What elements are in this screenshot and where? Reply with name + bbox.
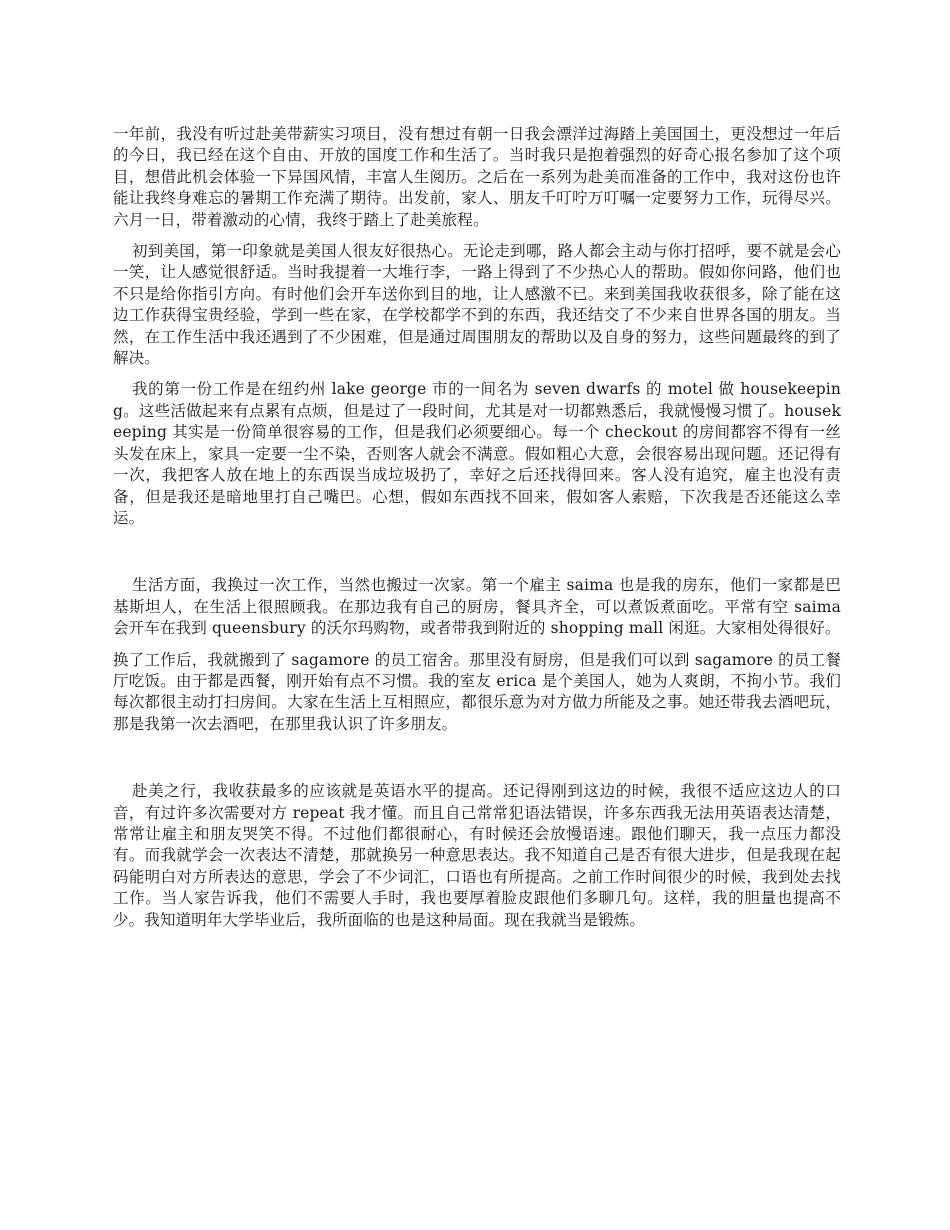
paragraph-first-impression: 初到美国，第一印象就是美国人很友好很热心。无论走到哪，路人都会主动与你打招呼，要不就是会心一笑，让人感觉很舒适。当时我提着一大堆行李，一路上得到了不少热心人的帮助。假如你问路，他们也不只是给你指引方向。有时他们会开车送你到目的地，让人感激不已。来到美国我收获很多，除了能在这边工作获得宝贵经验，学到一些在家，在学校都学不到的东西，我还结交了不少来自世界各国的朋友。当然，在工作生活中我还遇到了不少困难，但是通过周围朋友的帮助以及自身的努力，这些问题最终的到了解决。 — [113, 242, 841, 368]
section-gap — [113, 745, 841, 781]
paragraph-english: 赴美之行，我收获最多的应该就是英语水平的提高。还记得刚到这边的时候，我很不适应这边人的口音，有过许多次需要对方 repeat 我才懂。而且自己常常犯语法错误，许多东西我无法用英语表达清楚，常常让雇主和朋友哭笑不得。不过他们都很耐心，有时候还会放慢语速。跟他们聊天，我一点压力都没有。而我就学会一次表达不清楚，那就换另一种意思表达。我不知道自己是否有很大进步，但是我现在起码能明白对方所表达的意思，学会了不少词汇，口语也有所提高。之前工作时间很少的时候，我到处去找工作。当人家告诉我，他们不需要人手时，我也要厚着脸皮跟他们多聊几句。这样，我的胆量也提高不少。我知道明年大学毕业后，我所面临的也是这种局面。现在我就当是锻炼。 — [113, 782, 841, 929]
paragraph-living: 生活方面，我换过一次工作，当然也搬过一次家。第一个雇主 saima 也是我的房东，他们一家都是巴基斯坦人，在生活上很照顾我。在那边我有自己的厨房，餐具齐全，可以煮饭煮面吃。平常有空 saima 会开车在我到 queensbury 的沃尔玛购物，或者带我到附近的 shopping mall 闲逛。大家相处得很好。 — [113, 576, 841, 638]
paragraph-intro: 一年前，我没有听过赴美带薪实习项目，没有想过有朝一日我会漂洋过海踏上美国国土，更没想过一年后的今日，我已经在这个自由、开放的国度工作和生活了。当时我只是抱着强烈的好奇心报名参加了这个项目，想借此机会体验一下异国风情，丰富人生阅历。之后在一系列为赴美而准备的工作中，我对这份也许能让我终身难忘的暑期工作充满了期待。出发前，家人、朋友千叮咛万叮嘱一定要努力工作，玩得尽兴。六月一日，带着激动的心情，我终于踏上了赴美旅程。 — [113, 125, 841, 229]
document-body — [113, 124, 841, 941]
paragraph-first-job: 我的第一份工作是在纽约州 lake george 市的一间名为 seven dwarfs 的 motel 做 housekeeping。这些活做起来有点累有点烦，但是过了一段时间，尤其是对一切都熟悉后，我就慢慢习惯了。housekeeping 其实是一份简单很容易的工作，但是我们必须要细心。每一个 checkout 的房间都容不得有一丝头发在床上，家具一定要一尘不染，否则客人就会不满意。假如粗心大意，会很容易出现问题。还记得有一次，我把客人放在地上的东西误当成垃圾扔了，幸好之后还找得回来。客人没有追究，雇主也没有责备，但是我还是暗地里打自己嘴巴。心想，假如东西找不回来，假如客人索赔，下次我是否还能这么幸运。 — [113, 380, 841, 527]
paragraph-dormitory: 换了工作后，我就搬到了 sagamore 的员工宿舍。那里没有厨房，但是我们可以到 sagamore 的员工餐厅吃饭。由于都是西餐，刚开始有点不习惯。我的室友 erica 是个美国人，她为人爽朗，不拘小节。我们每次都很主动打扫房间。大家在生活上互相照应，都很乐意为对方做力所能及之事。她还带我去酒吧玩，那是我第一次去酒吧，在那里我认识了许多朋友。 — [113, 650, 841, 733]
section-gap — [113, 539, 841, 575]
